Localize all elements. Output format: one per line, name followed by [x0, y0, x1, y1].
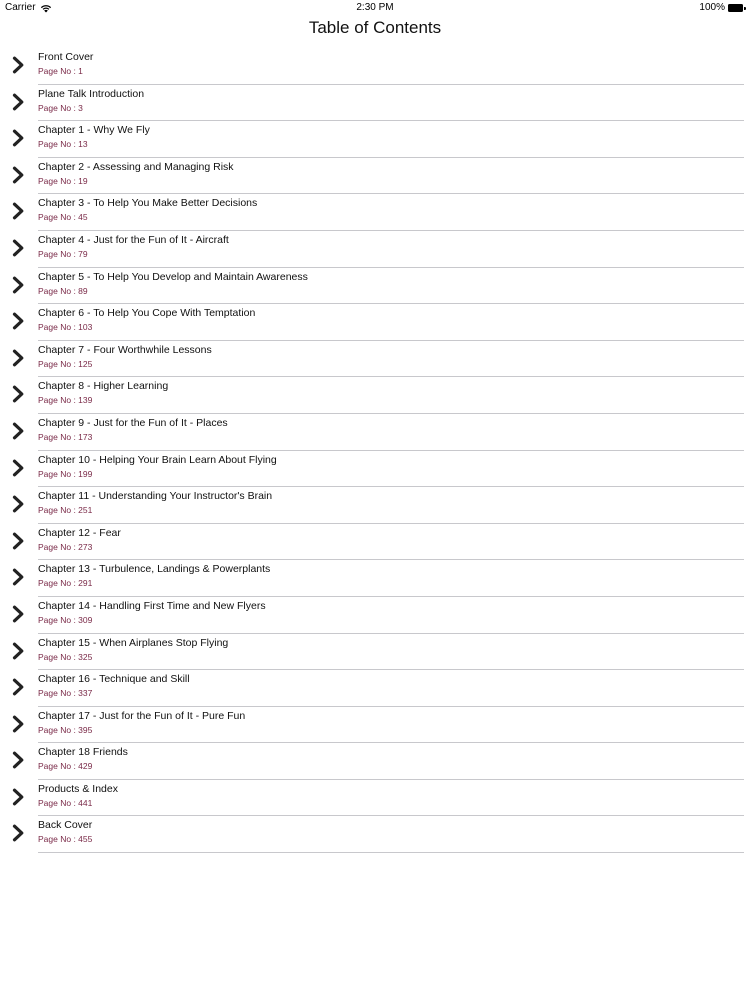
toc-row-title: Plane Talk Introduction: [38, 87, 145, 100]
toc-row-title: Chapter 12 - Fear: [38, 526, 121, 539]
toc-row-title: Chapter 3 - To Help You Make Better Decisions: [38, 197, 258, 210]
toc-row-17[interactable]: [0, 634, 750, 671]
toc-row-title: Chapter 4 - Just for the Fun of It - Aircraft: [38, 233, 229, 246]
toc-row-9[interactable]: [0, 341, 750, 378]
toc-row-2[interactable]: [0, 85, 750, 122]
toc-row-page: Page No : 103: [38, 322, 93, 333]
toc-list: [0, 48, 750, 853]
chevron-right-icon: [12, 642, 25, 660]
toc-row-title: Chapter 13 - Turbulence, Landings & Powerplants: [38, 563, 271, 576]
toc-row-11[interactable]: [0, 414, 750, 451]
battery-icon: [728, 4, 746, 12]
toc-row-4[interactable]: [0, 158, 750, 195]
toc-row-title: Chapter 8 - Higher Learning: [38, 380, 169, 393]
chevron-right-icon: [12, 788, 25, 806]
carrier-label: Carrier: [5, 2, 36, 13]
toc-row-8[interactable]: [0, 304, 750, 341]
toc-row-page: Page No : 325: [38, 651, 93, 662]
chevron-right-icon: [12, 715, 25, 733]
chevron-right-icon: [12, 312, 25, 330]
toc-row-19[interactable]: [0, 707, 750, 744]
chevron-right-icon: [12, 532, 25, 550]
toc-row-title: Chapter 6 - To Help You Cope With Temptation: [38, 307, 256, 320]
battery-percent: 100%: [699, 2, 725, 13]
chevron-right-icon: [12, 459, 25, 477]
toc-row-1[interactable]: [0, 48, 750, 85]
chevron-right-icon: [12, 495, 25, 513]
toc-row-page: Page No : 13: [38, 139, 88, 150]
toc-row-title: Chapter 11 - Understanding Your Instructor's Brain: [38, 490, 273, 503]
toc-row-3[interactable]: [0, 121, 750, 158]
toc-row-15[interactable]: [0, 560, 750, 597]
toc-row-page: Page No : 441: [38, 797, 93, 808]
chevron-right-icon: [12, 239, 25, 257]
toc-row-page: Page No : 337: [38, 688, 93, 699]
toc-row-title: Chapter 7 - Four Worthwhile Lessons: [38, 343, 212, 356]
chevron-right-icon: [12, 129, 25, 147]
chevron-right-icon: [12, 605, 25, 623]
toc-row-title: Back Cover: [38, 819, 93, 832]
toc-row-title: Chapter 5 - To Help You Develop and Maintain Awareness: [38, 270, 308, 283]
status-bar: [0, 0, 750, 16]
toc-row-title: Chapter 10 - Helping Your Brain Learn About Flying: [38, 453, 277, 466]
page-title: Table of Contents: [308, 18, 442, 37]
status-time: 2:30 PM: [356, 2, 394, 13]
chevron-right-icon: [12, 751, 25, 769]
toc-row-page: Page No : 125: [38, 358, 93, 369]
toc-row-page: Page No : 199: [38, 468, 93, 479]
chevron-right-icon: [12, 422, 25, 440]
toc-row-title: Chapter 2 - Assessing and Managing Risk: [38, 160, 234, 173]
toc-row-page: Page No : 251: [38, 505, 93, 516]
chevron-right-icon: [12, 276, 25, 294]
toc-row-page: Page No : 89: [38, 285, 88, 296]
toc-row-page: Page No : 455: [38, 834, 93, 845]
chevron-right-icon: [12, 824, 25, 842]
toc-row-title: Chapter 17 - Just for the Fun of It - Pure Fun: [38, 709, 246, 722]
toc-row-title: Chapter 14 - Handling First Time and New Flyers: [38, 599, 266, 612]
toc-row-20[interactable]: [0, 743, 750, 780]
toc-row-21[interactable]: [0, 780, 750, 817]
toc-row-title: Chapter 1 - Why We Fly: [38, 124, 150, 137]
toc-row-page: Page No : 139: [38, 395, 93, 406]
toc-row-5[interactable]: [0, 194, 750, 231]
toc-row-7[interactable]: [0, 268, 750, 305]
toc-row-page: Page No : 19: [38, 175, 88, 186]
status-right: [699, 0, 746, 16]
toc-row-16[interactable]: [0, 597, 750, 634]
toc-row-title: Chapter 18 Friends: [38, 746, 128, 759]
toc-row-page: Page No : 45: [38, 212, 88, 223]
toc-row-14[interactable]: [0, 524, 750, 561]
chevron-right-icon: [12, 568, 25, 586]
toc-row-page: Page No : 429: [38, 761, 93, 772]
chevron-right-icon: [12, 93, 25, 111]
toc-row-page: Page No : 309: [38, 614, 93, 625]
toc-row-page: Page No : 173: [38, 431, 93, 442]
toc-row-6[interactable]: [0, 231, 750, 268]
toc-row-page: Page No : 395: [38, 724, 93, 735]
toc-row-10[interactable]: [0, 377, 750, 414]
toc-row-22[interactable]: [0, 816, 750, 853]
toc-row-title: Front Cover: [38, 51, 94, 63]
chevron-right-icon: [12, 56, 25, 74]
toc-row-12[interactable]: [0, 451, 750, 488]
chevron-right-icon: [12, 678, 25, 696]
chevron-right-icon: [12, 166, 25, 184]
chevron-right-icon: [12, 385, 25, 403]
toc-row-page: Page No : 79: [38, 248, 88, 259]
toc-row-title: Chapter 9 - Just for the Fun of It - Places: [38, 416, 228, 429]
chevron-right-icon: [12, 202, 25, 220]
chevron-right-icon: [12, 349, 25, 367]
toc-row-page: Page No : 1: [38, 66, 83, 76]
toc-row-page: Page No : 291: [38, 578, 93, 589]
toc-row-title: Chapter 15 - When Airplanes Stop Flying: [38, 636, 229, 649]
toc-row-title: Chapter 16 - Technique and Skill: [38, 673, 190, 686]
row-divider: [38, 852, 744, 853]
toc-row-title: Products & Index: [38, 782, 118, 795]
toc-row-page: Page No : 3: [38, 102, 83, 113]
toc-row-page: Page No : 273: [38, 541, 93, 552]
toc-row-13[interactable]: [0, 487, 750, 524]
toc-row-18[interactable]: [0, 670, 750, 707]
